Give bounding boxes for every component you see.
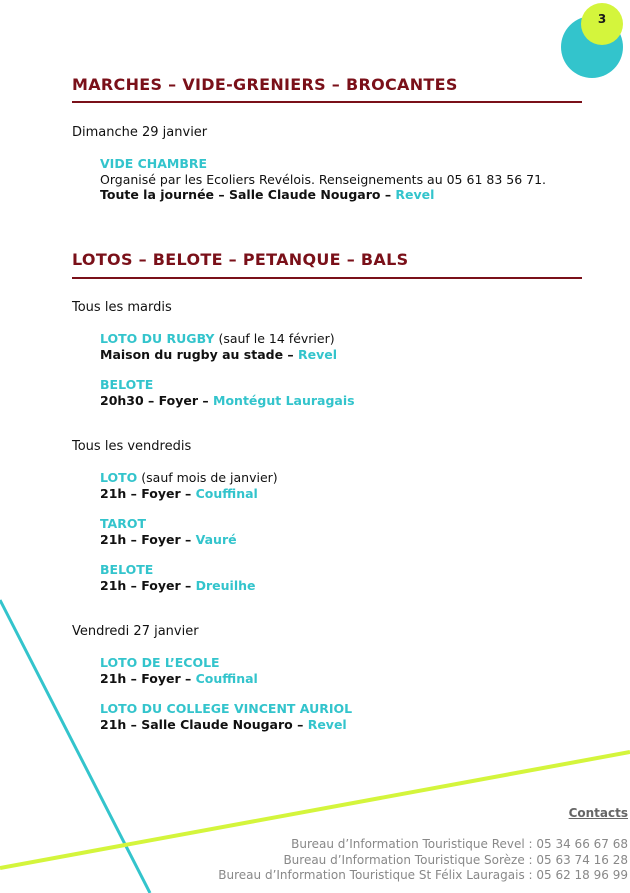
event-title: TAROT	[100, 516, 147, 531]
event-location: 21h – Foyer –	[100, 670, 196, 686]
section-title-marches: MARCHES – VIDE-GRENIERS – BROCANTES	[72, 75, 458, 94]
event-note: (sauf mois de janvier)	[137, 470, 278, 485]
event-vide-chambre	[100, 156, 546, 203]
event-location: Maison du rugby au stade –	[100, 346, 299, 362]
event-location: 21h – Foyer –	[100, 485, 196, 501]
event-title: BELOTE	[100, 377, 154, 392]
event-loto-ecole	[100, 655, 258, 686]
day-heading: Tous les mardis	[72, 300, 172, 315]
event-title: LOTO DU RUGBY	[100, 331, 215, 346]
event-city: Couffinal	[195, 670, 258, 686]
day-heading: Vendredi 27 janvier	[72, 624, 199, 639]
event-city: Revel	[395, 187, 435, 202]
event-note: Organisé par les Ecoliers Revélois. Renseignements au 05 61 83 56 71.	[100, 171, 547, 187]
office-st-felix: Bureau d’Information Touristique St Félix Lauragais : 05 62 18 96 99	[218, 868, 628, 882]
event-city: Couffinal	[195, 485, 258, 501]
event-title: VIDE CHAMBRE	[100, 156, 208, 171]
section-divider	[72, 277, 582, 279]
section-title-lotos: LOTOS – BELOTE – PETANQUE – BALS	[72, 250, 409, 269]
event-location: 20h30 – Foyer –	[100, 392, 214, 408]
teal-diagonal-line	[0, 600, 150, 893]
event-tarot	[100, 516, 237, 547]
day-heading: Tous les vendredis	[72, 439, 192, 454]
event-city: Dreuilhe	[195, 577, 256, 593]
event-location: 21h – Foyer –	[100, 577, 196, 593]
office-revel: Bureau d’Information Touristique Revel : 05 34 66 67 68	[291, 837, 628, 851]
event-title: LOTO DE L’ECOLE	[100, 655, 220, 670]
event-belote-mardi	[100, 377, 355, 408]
event-location: 21h – Salle Claude Nougaro –	[100, 716, 308, 732]
event-loto-college	[100, 701, 352, 732]
event-title: LOTO DU COLLEGE VINCENT AURIOL	[100, 701, 353, 716]
event-loto-vendredi	[100, 470, 278, 501]
event-loto-rugby	[100, 331, 337, 362]
event-city: Vauré	[195, 531, 237, 547]
event-title: BELOTE	[100, 562, 154, 577]
office-soreze: Bureau d’Information Touristique Sorèze : 05 63 74 16 28	[283, 853, 628, 867]
event-note: (sauf le 14 février)	[214, 331, 335, 346]
event-belote-vendredi	[100, 562, 256, 593]
event-city: Revel	[307, 716, 347, 732]
event-city: Revel	[298, 346, 338, 362]
event-title: LOTO	[100, 470, 138, 485]
page-number: 3	[597, 12, 607, 26]
event-city: Montégut Lauragais	[213, 392, 355, 408]
section-divider	[72, 101, 582, 103]
contacts-heading: Contacts	[568, 806, 628, 820]
event-location: Toute la journée – Salle Claude Nougaro –	[100, 187, 396, 202]
day-heading: Dimanche 29 janvier	[72, 125, 208, 140]
event-location: 21h – Foyer –	[100, 531, 196, 547]
